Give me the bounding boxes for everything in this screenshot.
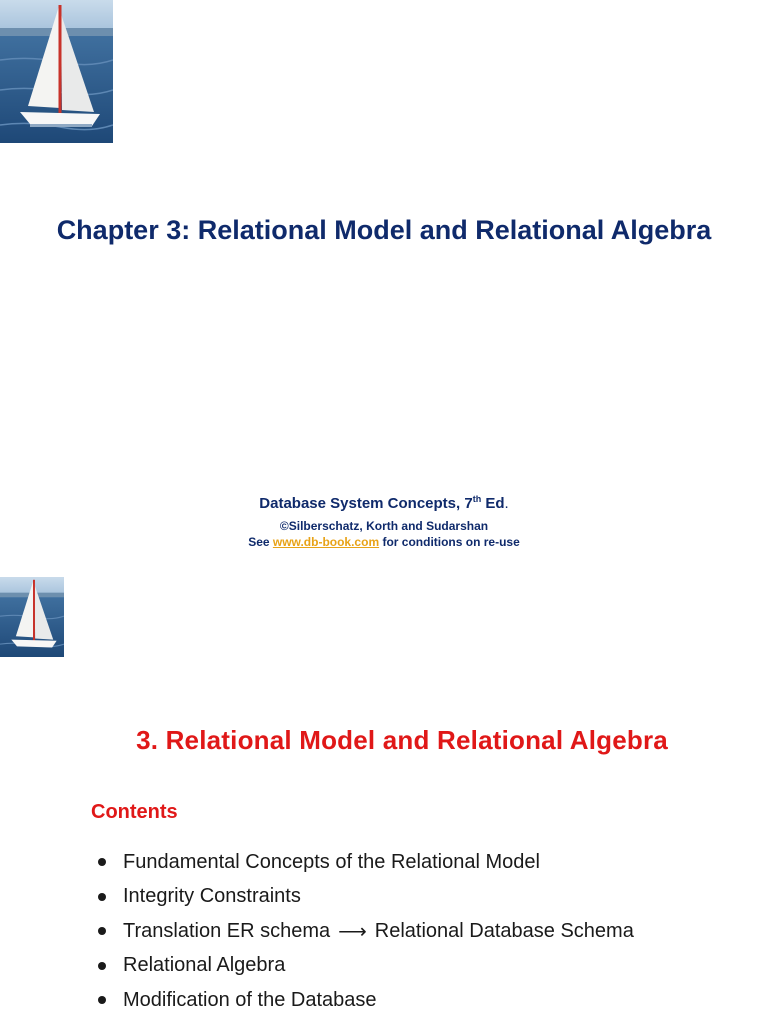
list-item — [98, 949, 634, 984]
book-title-suffix: Ed — [481, 495, 505, 512]
contents-list — [98, 845, 634, 1018]
list-item — [98, 983, 634, 1018]
list-item-label-suffix: Relational Database Schema — [374, 919, 634, 942]
list-item — [98, 845, 634, 880]
bullet-icon — [98, 927, 106, 935]
list-item — [98, 914, 634, 949]
list-item-label: Integrity Constraints — [123, 885, 301, 908]
reuse-prefix: See — [248, 535, 273, 549]
bullet-icon — [98, 858, 106, 866]
list-item-label: Fundamental Concepts of the Relational Model — [123, 850, 540, 873]
book-title-text: Database System Concepts, 7 — [259, 495, 473, 512]
contents-heading: Contents — [91, 801, 178, 823]
db-book-link[interactable]: www.db-book.com — [272, 535, 380, 549]
list-item — [98, 880, 634, 915]
reuse-line — [0, 535, 768, 549]
book-title-period: . — [504, 495, 509, 512]
slide-2 — [0, 575, 768, 1024]
long-right-arrow-icon: ⟶ — [338, 920, 367, 943]
chapter-title: Chapter 3: Relational Model and Relational Algebra — [56, 215, 712, 245]
bullet-icon — [98, 996, 106, 1004]
list-item-label: Relational Algebra — [123, 954, 286, 977]
sailboat-image — [0, 577, 64, 657]
copyright-line: ©Silberschatz, Korth and Sudarshan — [279, 519, 489, 533]
bullet-icon — [98, 962, 106, 970]
list-item-label: Modification of the Database — [123, 988, 377, 1011]
reuse-suffix: for conditions on re-use — [379, 535, 520, 549]
book-title-superscript: th — [472, 494, 482, 504]
section-title: 3. Relational Model and Relational Algebra — [136, 725, 668, 755]
sailboat-image — [0, 0, 113, 143]
bullet-icon — [98, 893, 106, 901]
list-item-label: Translation ER schema — [123, 919, 331, 942]
book-title — [0, 494, 768, 512]
